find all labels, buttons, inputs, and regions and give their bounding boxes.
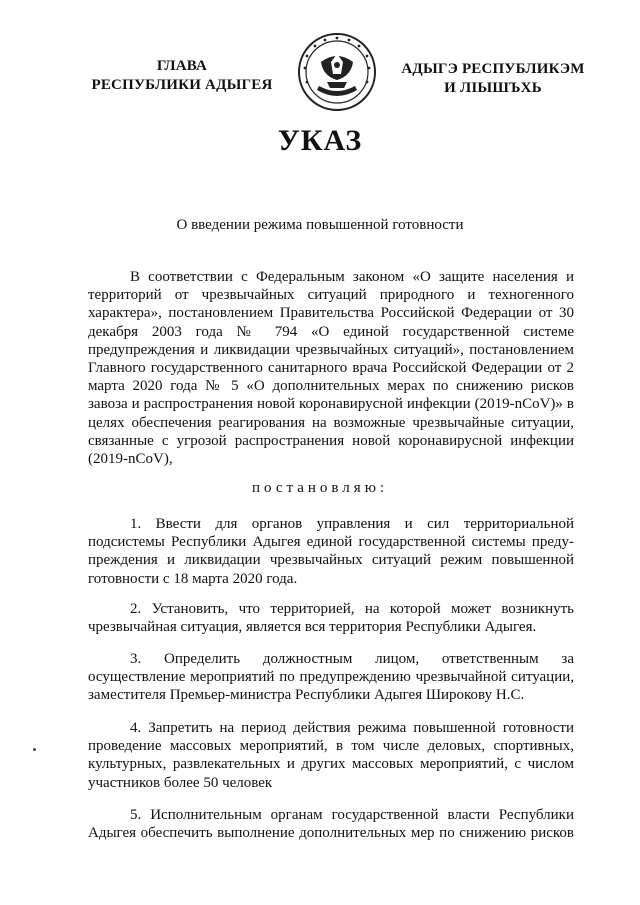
preamble-line: территорий от чрезвычайных ситуаций природного и техногенного: [88, 287, 574, 304]
header-left-line-1: ГЛАВА: [156, 58, 208, 74]
item-line: проведение массовых мероприятий, в том числе деловых, спортивных,: [88, 738, 574, 755]
header-right-line-2: И ЛІЫШЪХЬ: [444, 80, 542, 96]
preamble-line: характера», постановлением Правительства Российской Федерации от 30: [88, 305, 574, 322]
document-subject: О введении режима повышенной готовности: [176, 217, 464, 233]
item-line: 3. Определить должностным лицом, ответственным за: [130, 651, 574, 667]
item-line: готовности с 18 марта 2020 года.: [88, 570, 298, 587]
document-title: УКАЗ: [277, 124, 363, 157]
item-line: заместителя Премьер-министра Республики Адыгея Широкову Н.С.: [88, 687, 525, 704]
item-line: участников более 50 человек: [88, 774, 273, 791]
item-line: преждения и ликвидации чрезвычайных ситуаций режим повышенной: [88, 552, 574, 569]
header-right-line-1: АДЫГЭ РЕСПУБЛИКЭМ: [401, 61, 585, 77]
coat-of-arms-emblem: [297, 32, 377, 112]
item-line: Адыгея обеспечить выполнение дополнительных мер по снижению рисков: [88, 825, 574, 842]
preamble-line: Главного государственного санитарного врача Российской Федерации от 2: [88, 360, 574, 377]
item-line: культурных, развлекательных и других массовых мероприятий, с числом: [88, 756, 574, 773]
preamble-line: предупреждения и ликвидации чрезвычайных ситуаций», постановлением: [88, 341, 574, 358]
header-right-title: [378, 60, 608, 98]
item-line: чрезвычайная ситуация, является вся территория Республики Адыгея.: [88, 619, 537, 636]
item-4: [88, 719, 574, 792]
preamble-line: завоза и распространения новой коронавирусной инфекции (2019-nCoV)» в: [88, 396, 574, 413]
header-left-line-2: РЕСПУБЛИКИ АДЫГЕЯ: [91, 77, 273, 93]
decree-word: постановляю:: [251, 480, 389, 496]
header-left-title: [72, 57, 292, 95]
scan-speck: [33, 748, 36, 751]
item-line: 4. Запретить на период действия режима повышенной готовности: [130, 720, 574, 736]
preamble-line: декабря 2003 года № 794 «О единой государственной системе: [88, 323, 574, 340]
item-2: [88, 600, 574, 636]
preamble-line: В соответствии с Федеральным законом «О защите населения и: [130, 269, 574, 285]
item-3: [88, 650, 574, 705]
item-line: 5. Исполнительным органам государственной власти Республики: [130, 807, 574, 823]
item-line: 1. Ввести для органов управления и сил территориальной: [130, 516, 574, 532]
item-line: подсистемы Республики Адыгея единой государственной системы преду-: [88, 534, 574, 551]
preamble-paragraph: [88, 268, 574, 468]
item-5: [88, 806, 574, 842]
item-line: осуществление мероприятий по предупреждению чрезвычайной ситуации,: [88, 669, 574, 686]
item-line: 2. Установить, что территорией, на которой может возникнуть: [130, 601, 574, 617]
preamble-line: связанные с угрозой распространения новой коронавирусной инфекции: [88, 432, 574, 449]
preamble-line: марта 2020 года № 5 «О дополнительных мерах по снижению рисков: [88, 378, 574, 395]
preamble-line: (2019-nCoV),: [88, 451, 173, 468]
item-1: [88, 515, 574, 588]
preamble-line: целях обеспечения реагирования на возможные чрезвычайные ситуации,: [88, 414, 574, 431]
